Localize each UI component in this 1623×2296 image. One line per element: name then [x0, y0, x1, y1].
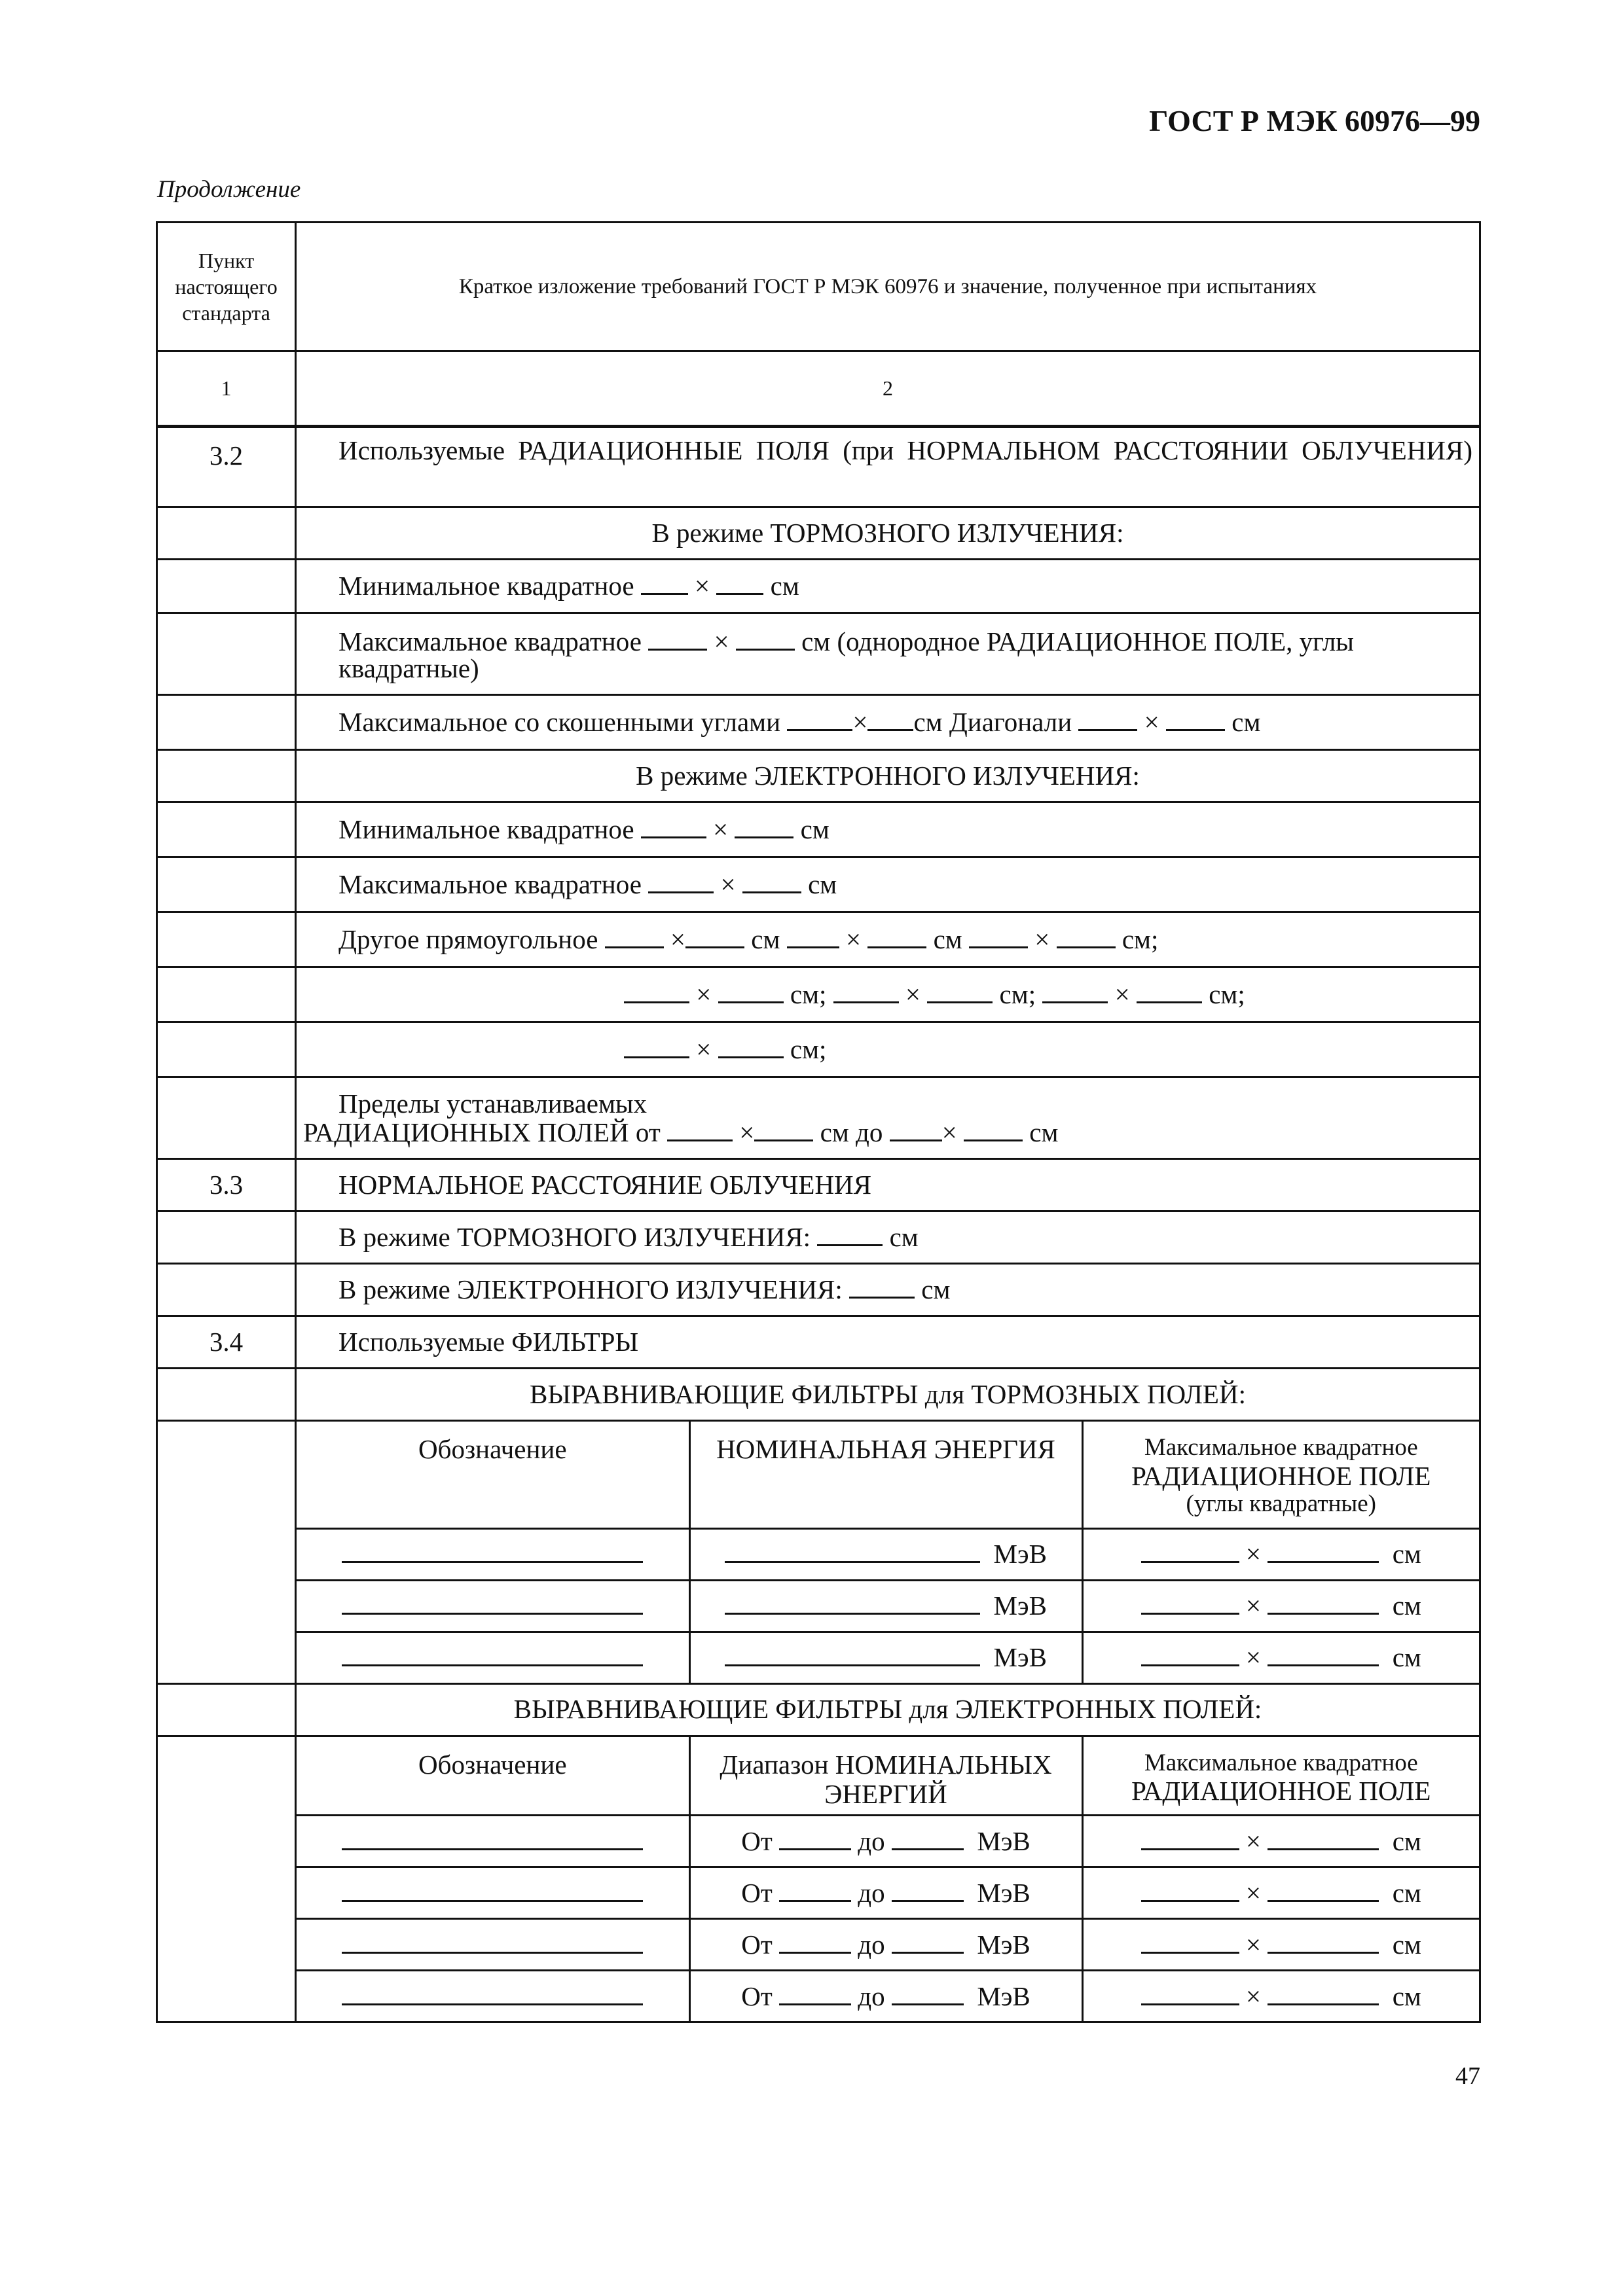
- s34-el-filters-head: ВЫРАВНИВАЮЩИЕ ФИЛЬТРЫ для ЭЛЕКТРОННЫХ ПОЛЕЙ:: [296, 1683, 1480, 1736]
- el-filter-row: От до МэВ × см: [297, 1919, 1479, 1971]
- el-filter-row: От до МэВ × см: [297, 1816, 1479, 1867]
- empty-cell: [157, 967, 296, 1022]
- s32-el-min: Минимальное квадратное × см: [296, 802, 1480, 857]
- s32-title: Используемые РАДИАЦИОННЫЕ ПОЛЯ (при НОРМАЛЬНОМ РАССТОЯНИИ ОБЛУЧЕНИЯ): [296, 427, 1480, 507]
- s34-brem-filters-head: ВЫРАВНИВАЮЩИЕ ФИЛЬТРЫ для ТОРМОЗНЫХ ПОЛЕЙ:: [296, 1369, 1480, 1421]
- col-number-2: 2: [296, 351, 1480, 427]
- standard-header: ГОСТ Р МЭК 60976—99: [1149, 104, 1480, 137]
- s32-el-other: Другое прямоугольное × см × см × см;: [296, 912, 1480, 967]
- brem-col-energy: НОМИНАЛЬНАЯ ЭНЕРГИЯ: [689, 1422, 1082, 1528]
- page-number: 47: [1455, 2062, 1480, 2090]
- empty-cell: [157, 802, 296, 857]
- empty-cell: [157, 857, 296, 912]
- empty-cell: [157, 1421, 296, 1684]
- el-col-field: Максимальное квадратное РАДИАЦИОННОЕ ПОЛЕ: [1082, 1737, 1479, 1816]
- brem-col-field: Максимальное квадратное РАДИАЦИОННОЕ ПОЛЕ (углы квадратные): [1082, 1422, 1479, 1528]
- s32-el-max: Максимальное квадратное × см: [296, 857, 1480, 912]
- s32-brem-bevel: Максимальное со скошенными углами × см Диагонали × см: [296, 695, 1480, 750]
- head-col2: Краткое изложение требований ГОСТ Р МЭК 60976 и значение, полученное при испытаниях: [296, 223, 1480, 351]
- empty-cell: [157, 1022, 296, 1077]
- brem-filters-table: [296, 1421, 1480, 1684]
- s32-limits: Пределы устанавливаемых РАДИАЦИОННЫХ ПОЛЕЙ от × см до × см: [296, 1077, 1480, 1159]
- s33-title: НОРМАЛЬНОЕ РАССТОЯНИЕ ОБЛУЧЕНИЯ: [296, 1159, 1480, 1211]
- s33-brem: В режиме ТОРМОЗНОГО ИЗЛУЧЕНИЯ: см: [296, 1211, 1480, 1264]
- brem-filter-row: МэВ × см: [297, 1632, 1479, 1683]
- s33-el: В режиме ЭЛЕКТРОННОГО ИЗЛУЧЕНИЯ: см: [296, 1264, 1480, 1316]
- el-filter-row: От до МэВ × см: [297, 1971, 1479, 2022]
- empty-cell: [157, 750, 296, 802]
- empty-cell: [157, 1683, 296, 1736]
- clause-3-2: 3.2: [157, 427, 296, 507]
- empty-cell: [157, 1211, 296, 1264]
- s32-el-other-cont2: × см;: [296, 1022, 1480, 1077]
- empty-cell: [157, 613, 296, 695]
- s32-brem-min: Минимальное квадратное × см: [296, 560, 1480, 613]
- requirements-table: [156, 221, 1481, 2023]
- s32-brem-head: В режиме ТОРМОЗНОГО ИЗЛУЧЕНИЯ:: [296, 507, 1480, 560]
- s32-el-head: В режиме ЭЛЕКТРОННОГО ИЗЛУЧЕНИЯ:: [296, 750, 1480, 802]
- clause-3-3: 3.3: [157, 1159, 296, 1211]
- empty-cell: [157, 1264, 296, 1316]
- empty-cell: [157, 1736, 296, 2022]
- empty-cell: [157, 560, 296, 613]
- el-filter-row: От до МэВ × см: [297, 1867, 1479, 1919]
- brem-filter-row: МэВ × см: [297, 1580, 1479, 1632]
- s32-brem-max: Максимальное квадратное × см (однородное РАДИАЦИОННОЕ ПОЛЕ, углы квадратные): [296, 613, 1480, 695]
- empty-cell: [157, 1077, 296, 1159]
- s32-el-other-cont1: × см; × см; × см;: [296, 967, 1480, 1022]
- empty-cell: [157, 1369, 296, 1421]
- empty-cell: [157, 507, 296, 560]
- el-filters-table: [296, 1736, 1480, 2022]
- brem-col-designation: Обозначение: [297, 1422, 689, 1528]
- clause-3-4: 3.4: [157, 1316, 296, 1369]
- brem-filter-row: МэВ × см: [297, 1528, 1479, 1580]
- el-col-designation: Обозначение: [297, 1737, 689, 1816]
- continuation-label: Продолжение: [157, 176, 301, 203]
- empty-cell: [157, 912, 296, 967]
- s34-title: Используемые ФИЛЬТРЫ: [296, 1316, 1480, 1369]
- col-number-1: 1: [157, 351, 296, 427]
- head-col1: Пункт настоящего стандарта: [157, 223, 296, 351]
- empty-cell: [157, 695, 296, 750]
- el-col-energy-range: Диапазон НОМИНАЛЬНЫХ ЭНЕРГИЙ: [689, 1737, 1082, 1816]
